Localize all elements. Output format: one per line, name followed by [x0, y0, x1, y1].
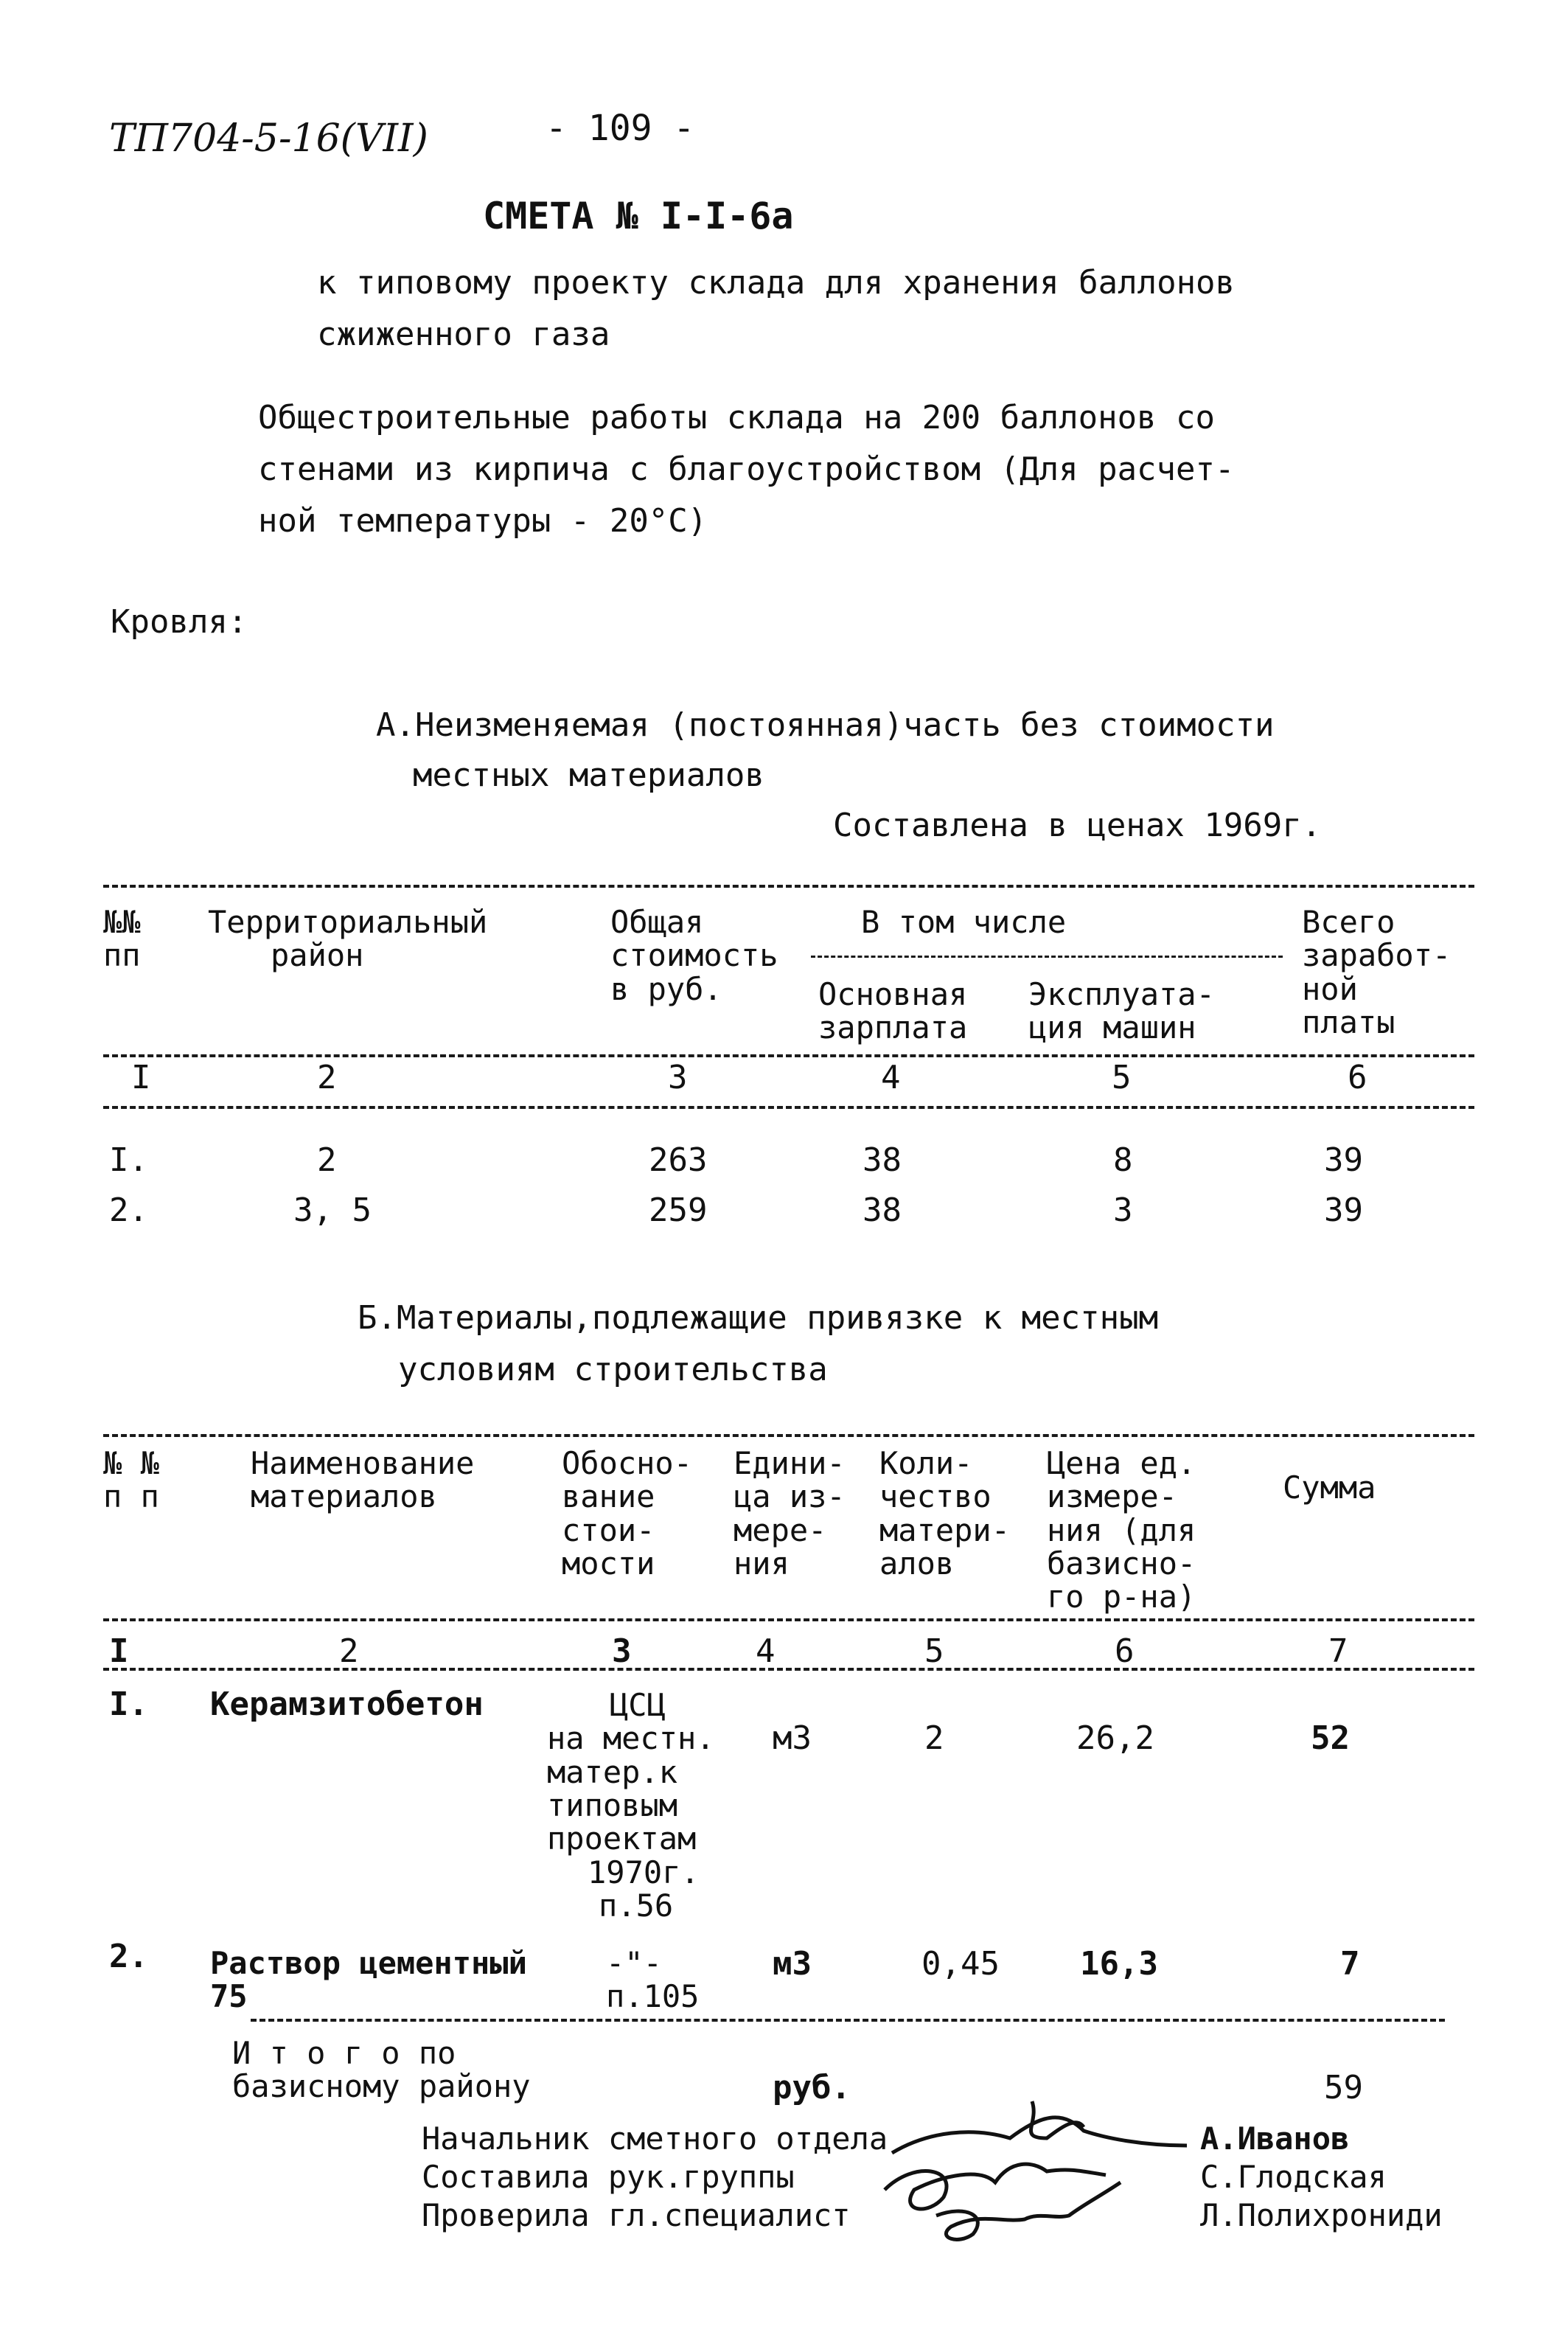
row-qty: 2 — [924, 1719, 944, 1757]
subtitle-line-1: к типовому проекту склада для хранения баллонов — [317, 264, 1236, 302]
signature-role-3: Проверила гл.специалист — [422, 2197, 851, 2233]
table-b-header-unit: Едини- ца из- мере- ния — [734, 1445, 846, 1582]
table-a-colnum-2: 2 — [317, 1059, 337, 1096]
row-wage: 38 — [863, 1141, 902, 1179]
table-a-header-total: Общая стоимость в руб. — [610, 904, 778, 1007]
row-total: 263 — [649, 1141, 708, 1179]
row-all-wages: 39 — [1324, 1191, 1363, 1229]
row-unit: м3 — [773, 1719, 812, 1757]
table-b-colnum-2: 2 — [339, 1632, 359, 1670]
row-material-name: Раствор цементный 75 — [210, 1945, 527, 2015]
row-num: I. — [109, 1685, 148, 1723]
table-b-header-sum: Сумма — [1283, 1469, 1376, 1506]
table-b-header-name: Наименование материалов — [251, 1445, 475, 1515]
table-a-header-machines: Эксплуата- ция машин — [1028, 976, 1215, 1046]
total-label: И т о г о по базисному району — [232, 2035, 531, 2105]
part-b-heading-1: Б.Материалы,подлежащие привязке к местным — [358, 1299, 1159, 1337]
table-a-header-rule — [103, 1054, 1474, 1057]
table-a-header-wage: Основная зарплата — [818, 976, 968, 1046]
signature-role-1: Начальник сметного отдела — [422, 2120, 888, 2157]
row-basis: -"- п.105 — [606, 1945, 700, 2015]
description-line-1: Общестроительные работы склада на 200 баллонов со — [258, 399, 1216, 436]
section-label: Кровля: — [111, 603, 248, 641]
prices-note: Составлена в ценах 1969г. — [833, 807, 1322, 844]
row-price: 16,3 — [1080, 1945, 1158, 1983]
table-a-numbers-rule — [103, 1106, 1474, 1109]
table-b-colnum-3: 3 — [612, 1632, 632, 1670]
row-wage: 38 — [863, 1191, 902, 1229]
row-region: 2 — [317, 1141, 337, 1179]
row-total: 259 — [649, 1191, 708, 1229]
row-qty: 0,45 — [921, 1945, 1000, 1983]
table-b-header-basis: Обосно- вание стои- мости — [562, 1445, 693, 1582]
row-basis: ЦСЦ на местн. матер.к типовым проектам 1970г. п.56 — [547, 1687, 715, 1924]
row-num: 2. — [109, 1938, 148, 1975]
table-a-colnum-6: 6 — [1348, 1059, 1367, 1096]
row-material-name: Керамзитобетон — [210, 1685, 484, 1723]
table-b-header-price: Цена ед. измере- ния (для базисно- го р-на) — [1047, 1445, 1196, 1615]
table-b-colnum-5: 5 — [924, 1632, 944, 1670]
table-a-colnum-5: 5 — [1112, 1059, 1132, 1096]
row-sum: 52 — [1311, 1719, 1350, 1757]
estimate-title: СМЕТА № I-I-6а — [483, 195, 794, 237]
description-line-2: стенами из кирпича с благоустройством (Для расчет- — [258, 450, 1235, 488]
signature-name-2: С.Глодская — [1200, 2159, 1387, 2195]
table-a-colnum-1: I — [131, 1059, 151, 1096]
total-unit: руб. — [773, 2069, 851, 2106]
row-all-wages: 39 — [1324, 1141, 1363, 1179]
page-number: - 109 - — [546, 108, 695, 149]
table-b-top-rule — [103, 1434, 1474, 1437]
table-a-colnum-3: 3 — [668, 1059, 688, 1096]
table-b-colnum-7: 7 — [1328, 1632, 1348, 1670]
table-a-header-region: Территориальный район — [208, 904, 488, 974]
handwritten-signatures — [863, 2087, 1209, 2256]
table-b-numbers-rule — [103, 1668, 1474, 1671]
row-num: I. — [109, 1141, 148, 1179]
table-b-header-qty: Коли- чество матери- алов — [879, 1445, 1011, 1582]
row-price: 26,2 — [1076, 1719, 1154, 1757]
table-a-header-all-wages: Всего заработ- ной платы — [1302, 904, 1452, 1041]
part-b-heading-2: условиям строительства — [398, 1351, 828, 1388]
table-a-colnum-4: 4 — [881, 1059, 901, 1096]
part-a-heading-1: А.Неизменяемая (постоянная)часть без стоимости — [376, 706, 1275, 744]
row-machines: 3 — [1113, 1191, 1133, 1229]
total-sum: 59 — [1324, 2069, 1363, 2106]
table-b-colnum-4: 4 — [756, 1632, 776, 1670]
row-machines: 8 — [1113, 1141, 1133, 1179]
table-a-including-rule — [811, 956, 1283, 958]
row-region: 3, 5 — [293, 1191, 372, 1229]
table-a-header-num: №№ пп — [103, 904, 141, 974]
signature-name-3: Л.Полихрониди — [1200, 2197, 1443, 2233]
signature-role-2: Составила рук.группы — [422, 2159, 795, 2195]
row-unit: м3 — [773, 1945, 812, 1983]
table-b-header-rule — [103, 1618, 1474, 1621]
table-a-top-rule — [103, 885, 1474, 888]
description-line-3: ной температуры - 20°С) — [258, 502, 708, 540]
table-a-header-including: В том числе — [861, 904, 1067, 940]
row-sum: 7 — [1340, 1945, 1360, 1983]
subtitle-line-2: сжиженного газа — [317, 316, 610, 353]
document-code: ТП704-5-16(VII) — [109, 116, 428, 161]
table-b-bottom-rule — [251, 2019, 1445, 2022]
table-b-colnum-1: I — [109, 1632, 129, 1670]
signature-name-1: А.Иванов — [1200, 2120, 1350, 2157]
table-b-colnum-6: 6 — [1115, 1632, 1135, 1670]
table-b-header-num: № № п п — [103, 1445, 159, 1515]
row-num: 2. — [109, 1191, 148, 1229]
part-a-heading-2: местных материалов — [413, 756, 764, 794]
